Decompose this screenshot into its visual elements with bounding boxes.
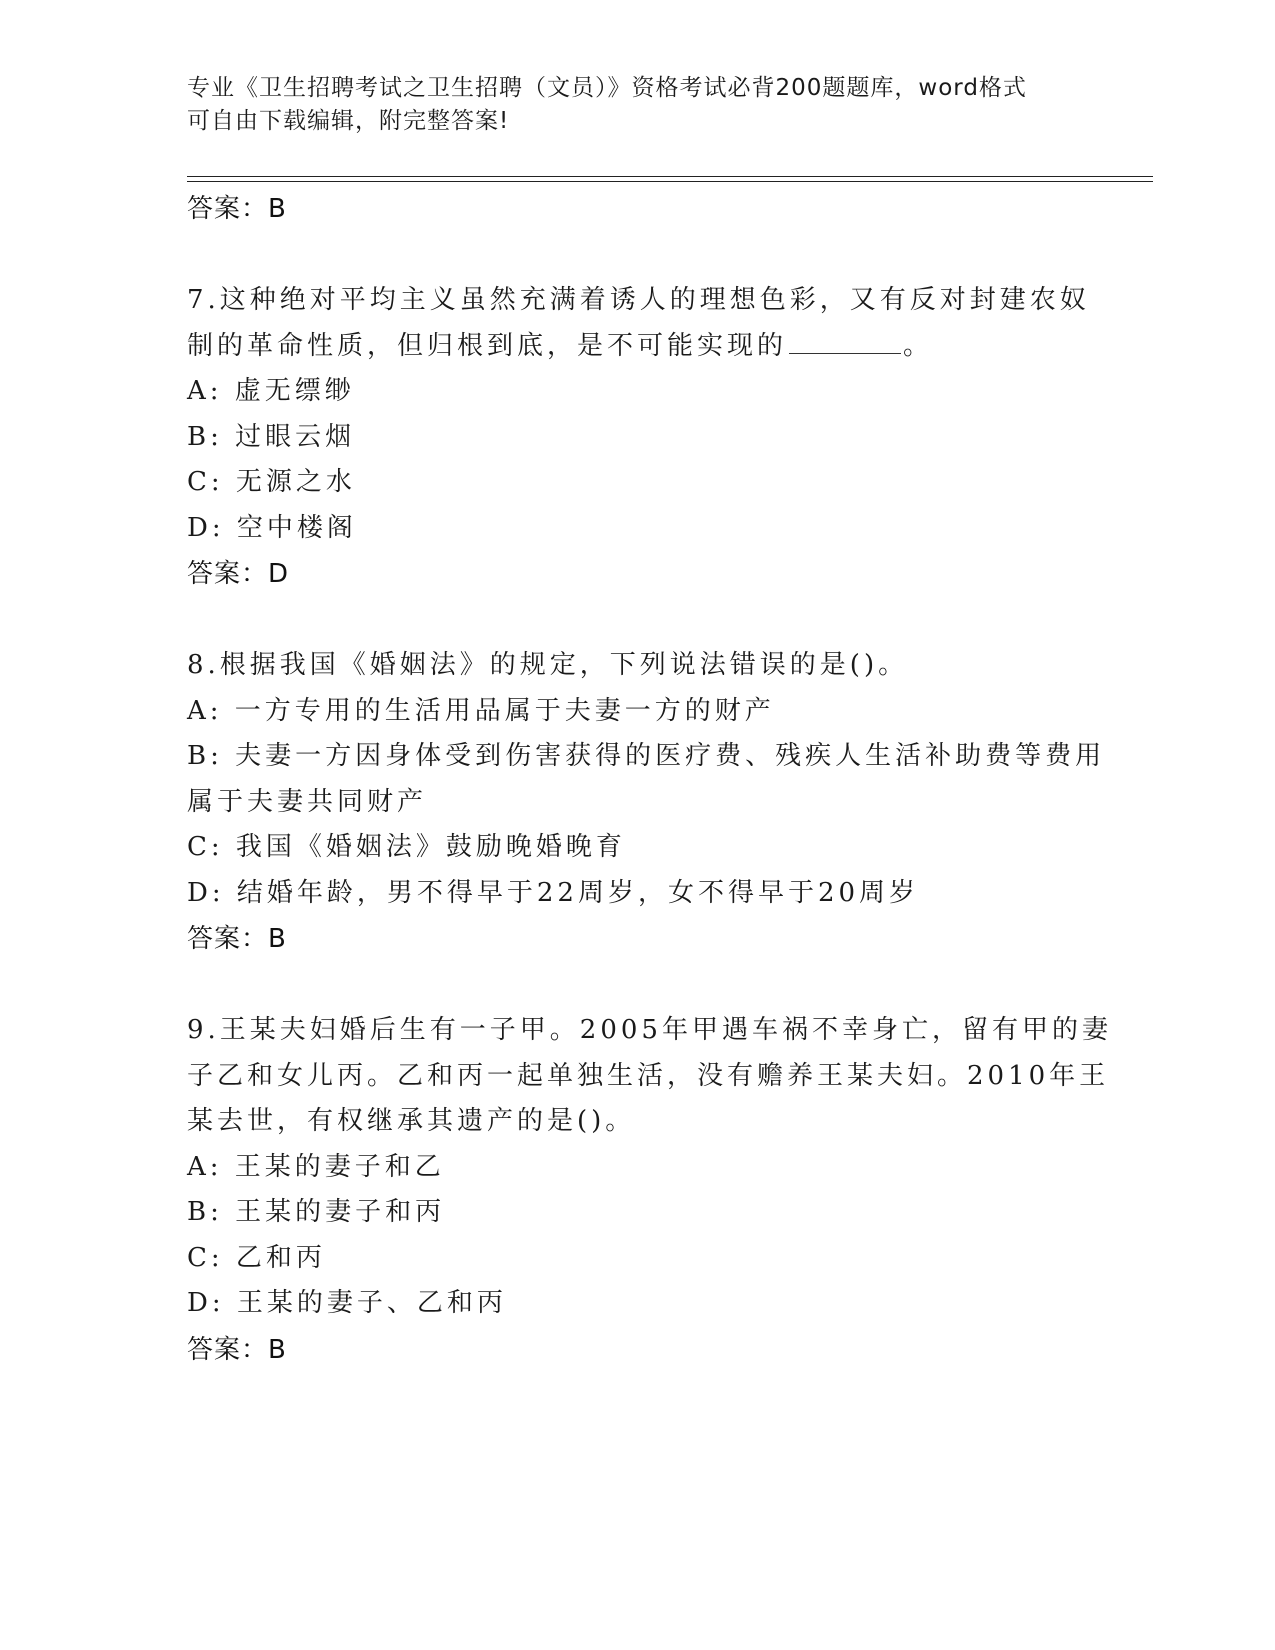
answer-previous: 答案：B [187, 194, 287, 224]
question-9-option-b: B: 王某的妻子和丙 [187, 1197, 446, 1227]
header-line-1: 专业《卫生招聘考试之卫生招聘（文员）》资格考试必背200题题库，word格式 [187, 75, 1027, 101]
question-7 [187, 278, 1090, 597]
question-7-stem-text: 制的革命性质，但归根到底，是不可能实现的 [187, 330, 788, 361]
question-7-stem-end: 。 [903, 330, 934, 361]
header-line-2: 可自由下载编辑，附完整答案! [187, 108, 510, 134]
question-8-option-c: C: 我国《婚姻法》鼓励晚婚晚育 [187, 832, 626, 862]
question-9-option-a: A: 王某的妻子和乙 [187, 1151, 445, 1182]
question-7-option-d: D: 空中楼阁 [187, 512, 357, 543]
question-7-stem-line-1: 7.这种绝对平均主义虽然充满着诱人的理想色彩，又有反对封建农奴 [187, 285, 1090, 315]
question-7-option-c: C: 无源之水 [187, 467, 356, 497]
question-8-option-d: D: 结婚年龄，男不得早于22周岁，女不得早于20周岁 [187, 877, 920, 908]
question-7-option-a: A: 虚无缥缈 [187, 376, 355, 406]
fill-in-blank [789, 327, 901, 354]
question-8-option-b-line-1: B: 夫妻一方因身体受到伤害获得的医疗费、残疾人生活补助费等费用 [187, 741, 1106, 771]
question-9-stem-line-2: 子乙和女儿丙。乙和丙一起单独生活，没有赡养王某夫妇。2010年王 [187, 1060, 1110, 1091]
spacer [187, 962, 1087, 1008]
question-7-option-b: B: 过眼云烟 [187, 421, 356, 452]
question-7-answer: 答案：D [187, 559, 290, 589]
question-9-answer: 答案：B [187, 1334, 287, 1365]
question-8-option-b-line-2: 属于夫妻共同财产 [187, 786, 428, 817]
spacer [187, 597, 1087, 643]
spacer [187, 232, 1087, 278]
document-header [187, 72, 1067, 138]
question-9-stem-line-1: 9.王某夫妇婚后生有一子甲。2005年甲遇车祸不幸身亡，留有甲的妻 [187, 1015, 1112, 1045]
question-8 [187, 643, 1106, 962]
question-8-option-a: A: 一方专用的生活用品属于夫妻一方的财产 [187, 695, 775, 726]
question-8-answer: 答案：B [187, 924, 287, 954]
question-7-stem-line-2 [187, 324, 1087, 370]
question-8-stem: 8.根据我国《婚姻法》的规定，下列说法错误的是()。 [187, 650, 909, 680]
question-list [187, 186, 1112, 1373]
header-divider-top [187, 176, 1153, 177]
question-9-option-c: C: 乙和丙 [187, 1242, 326, 1273]
header-divider-bottom [187, 181, 1153, 182]
question-9-option-d: D: 王某的妻子、乙和丙 [187, 1288, 507, 1318]
question-9-stem-line-3: 某去世，有权继承其遗产的是()。 [187, 1106, 636, 1136]
question-9 [187, 1008, 1112, 1373]
